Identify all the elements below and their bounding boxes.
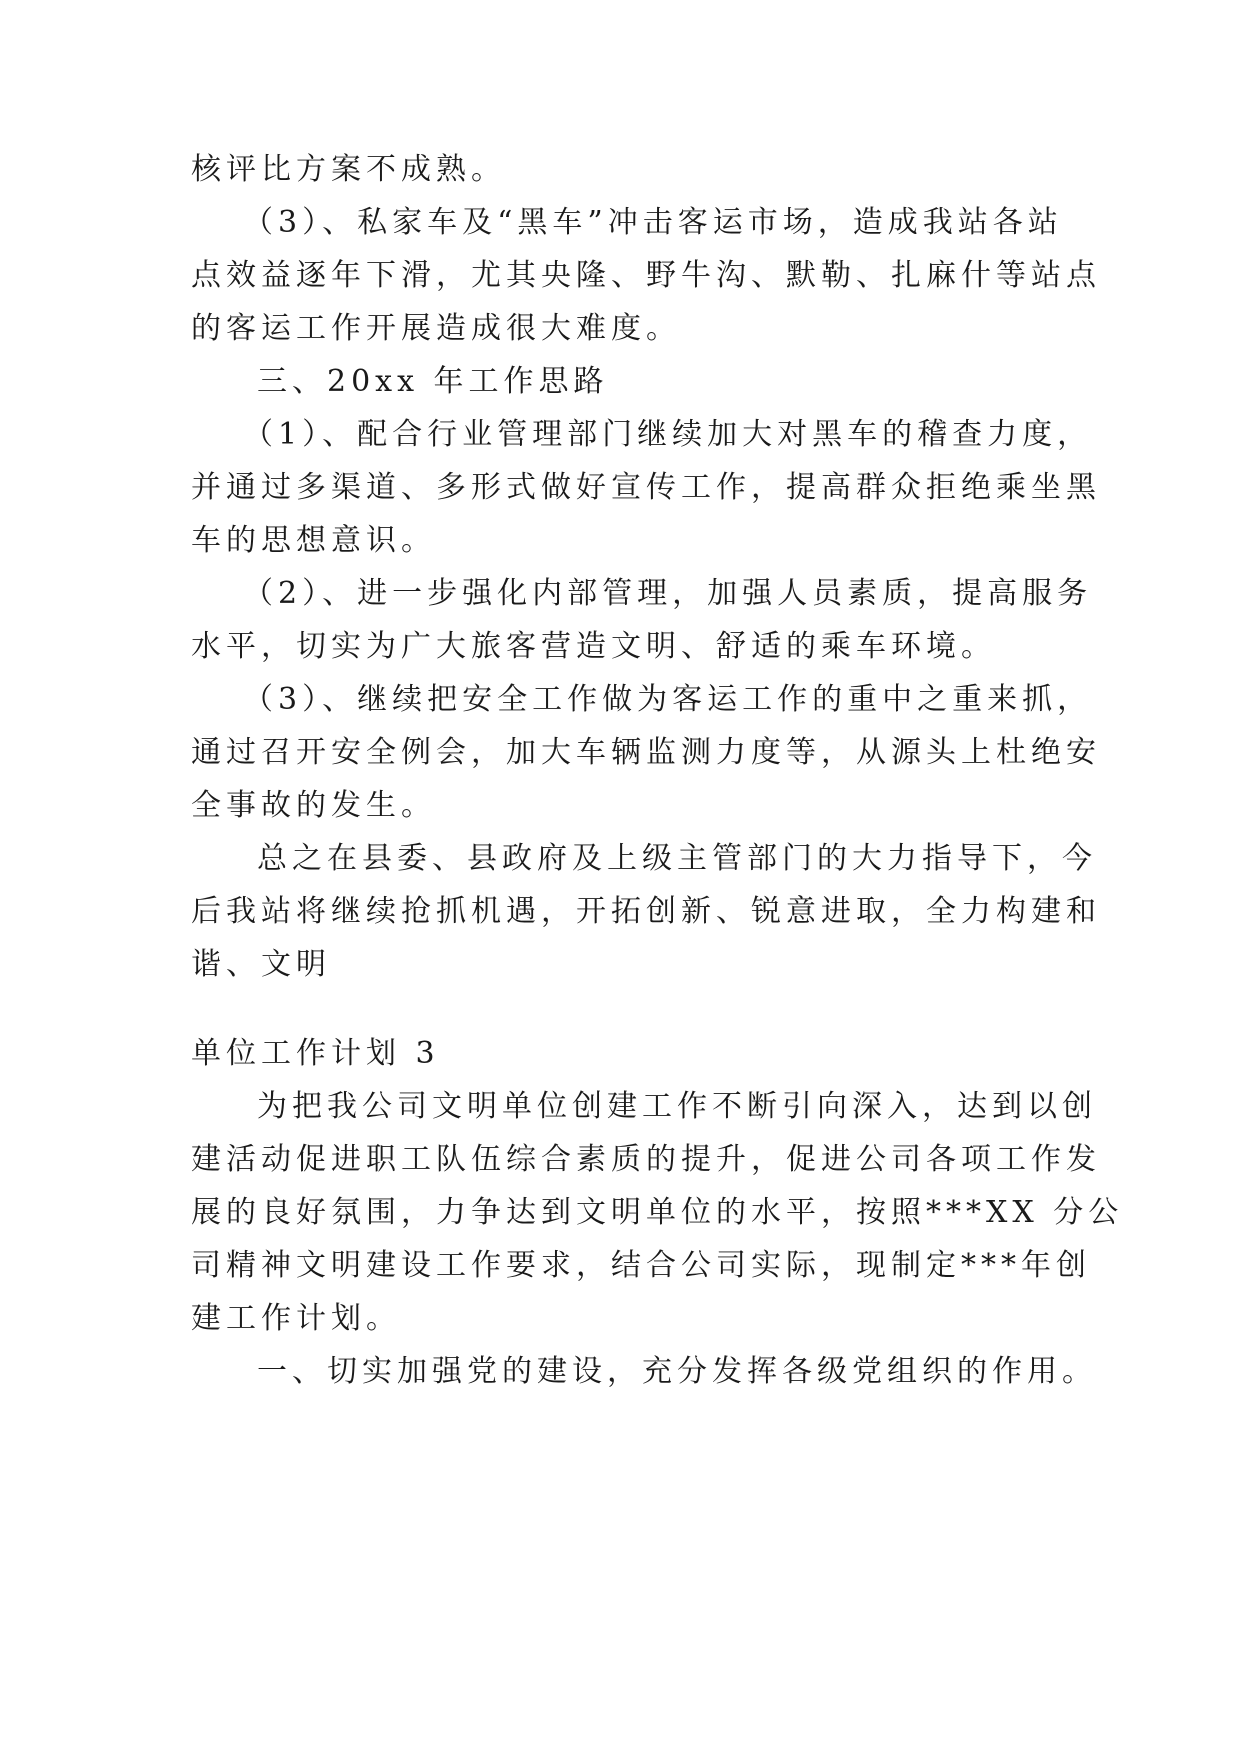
- body-line: 后我站将继续抢抓机遇，开拓创新、锐意进取，全力构建和: [191, 894, 1101, 929]
- body-line: 建活动促进职工队伍综合素质的提升，促进公司各项工作发: [191, 1142, 1101, 1177]
- section-heading: 三、20xx 年工作思路: [257, 364, 609, 399]
- body-line: 车的思想意识。: [191, 523, 436, 558]
- body-line: 建工作计划。: [191, 1301, 401, 1336]
- body-line: 展的良好氛围，力争达到文明单位的水平，按照***XX 分公: [191, 1195, 1124, 1230]
- body-line: 全事故的发生。: [191, 788, 436, 823]
- section-heading: 一、切实加强党的建设，充分发挥各级党组织的作用。: [257, 1354, 1097, 1389]
- body-line: 并通过多渠道、多形式做好宣传工作，提高群众拒绝乘坐黑: [191, 470, 1101, 505]
- body-line: 司精神文明建设工作要求，结合公司实际，现制定***年创: [191, 1248, 1091, 1283]
- body-line: （3）、私家车及“黑车”冲击客运市场，造成我站各站: [243, 205, 1063, 240]
- body-line: 点效益逐年下滑，尤其央隆、野牛沟、默勒、扎麻什等站点: [191, 258, 1101, 293]
- body-line: 总之在县委、县政府及上级主管部门的大力指导下，今: [257, 841, 1097, 876]
- body-line: 水平，切实为广大旅客营造文明、舒适的乘车环境。: [191, 629, 996, 664]
- body-line: （2）、进一步强化内部管理，加强人员素质，提高服务: [243, 576, 1093, 611]
- body-line: （1）、配合行业管理部门继续加大对黑车的稽查力度，: [243, 417, 1093, 452]
- body-line: 通过召开安全例会，加大车辆监测力度等，从源头上杜绝安: [191, 735, 1101, 770]
- body-line: （3）、继续把安全工作做为客运工作的重中之重来抓，: [243, 682, 1093, 717]
- body-line: 为把我公司文明单位创建工作不断引向深入，达到以创: [257, 1089, 1097, 1124]
- body-line: 谐、文明: [191, 947, 331, 982]
- section-title: 单位工作计划 3: [191, 1036, 440, 1071]
- body-line: 的客运工作开展造成很大难度。: [191, 311, 681, 346]
- body-line: 核评比方案不成熟。: [191, 152, 506, 187]
